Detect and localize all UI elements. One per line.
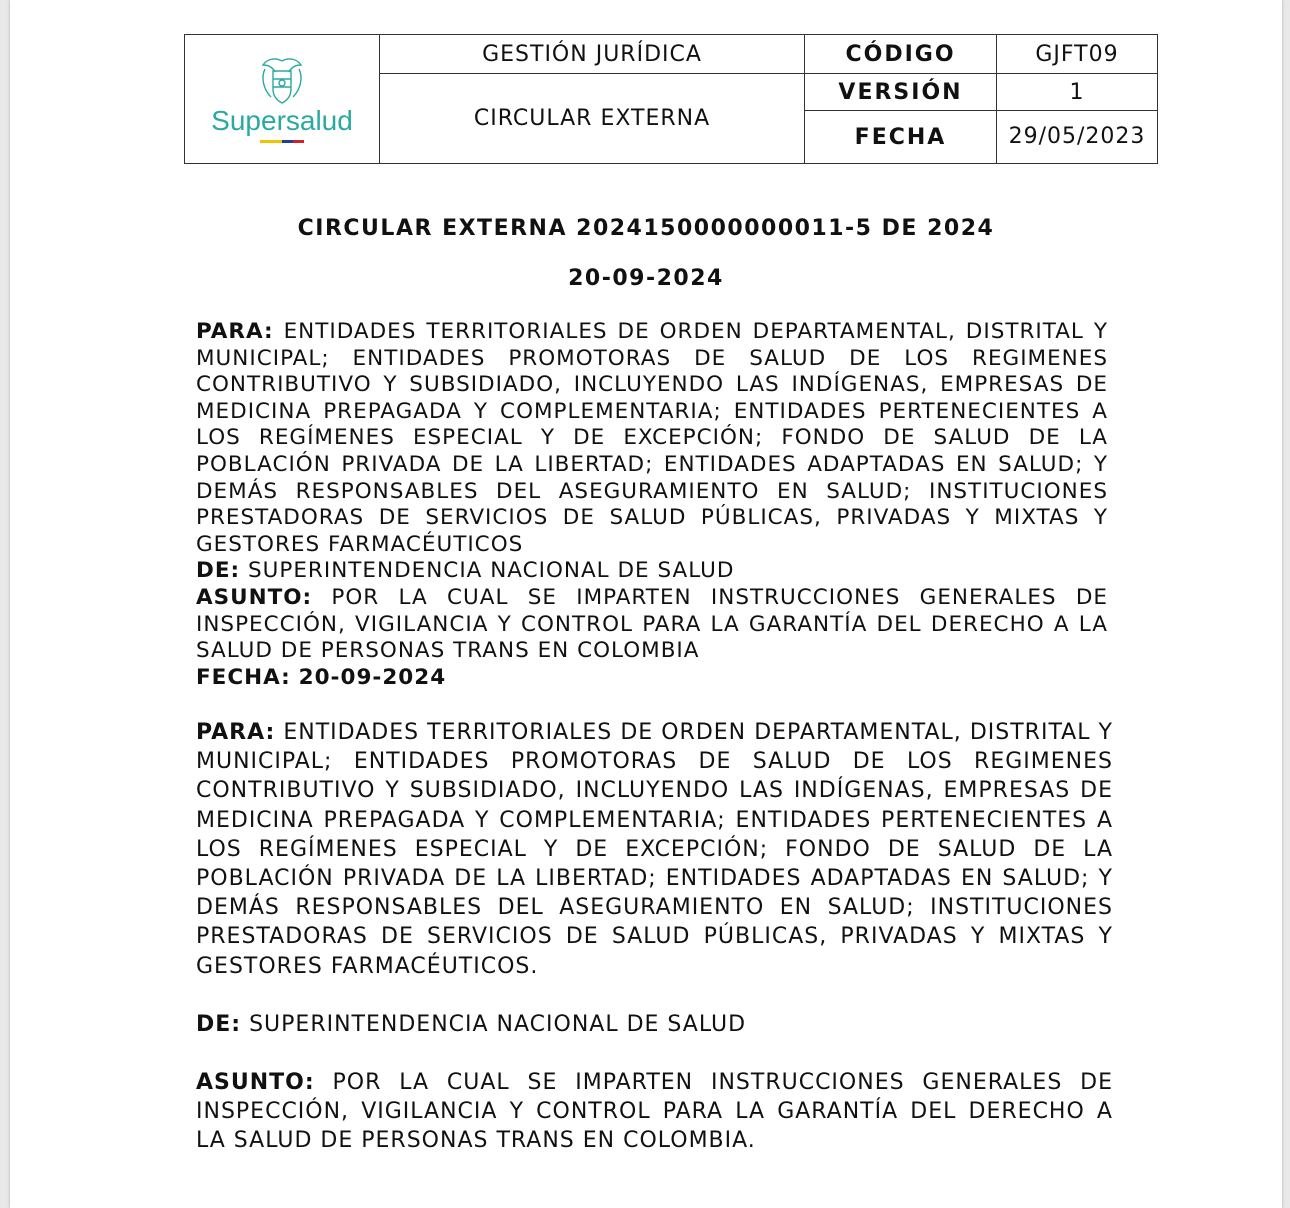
date-label: FECHA xyxy=(805,111,997,164)
body-block xyxy=(196,718,1113,1156)
body-de xyxy=(196,1010,1113,1039)
summary-block xyxy=(196,319,1108,691)
date-value: 29/05/2023 xyxy=(1008,124,1146,149)
document-page xyxy=(10,0,1282,1208)
asunto-text: POR LA CUAL SE IMPARTEN INSTRUCCIONES GENERALES DE INSPECCIÓN, VIGILANCIA Y CONTROL PARA LA GARANTÍA DEL DERECHO A LA SALUD DE PERSONAS TRANS EN COLOMBIA xyxy=(196,584,1108,664)
doc-type-cell: CIRCULAR EXTERNA xyxy=(380,74,805,164)
circular-title: CIRCULAR EXTERNA 2024150000000011-5 DE 2024 xyxy=(297,216,995,241)
department-cell: GESTIÓN JURÍDICA xyxy=(380,35,805,74)
body-asunto-text: POR LA CUAL SE IMPARTEN INSTRUCCIONES GENERALES DE INSPECCIÓN, VIGILANCIA Y CONTROL PARA LA GARANTÍA DEL DERECHO A LA SALUD DE PERSONAS TRANS EN COLOMBIA. xyxy=(196,1070,1113,1154)
code-label: CÓDIGO xyxy=(805,35,997,74)
body-de-label: DE: xyxy=(196,1011,242,1037)
body-de-text: SUPERINTENDENCIA NACIONAL DE SALUD xyxy=(249,1011,747,1037)
summary-fecha xyxy=(196,665,1108,692)
para-text: ENTIDADES TERRITORIALES DE ORDEN DEPARTAMENTAL, DISTRITAL Y MUNICIPAL; ENTIDADES PROMOTORAS DE SALUD DE LOS REGIMENES CONTRIBUTIVO Y SUBSIDIADO, INCLUYENDO LAS INDÍGENAS, EMPRESAS DE MEDICINA PREPAGADA Y COMPLEMENTARIA; ENTIDADES PERTENECIENTES A LOS REGÍMENES ESPECIAL Y DE EXCEPCIÓN; FONDO DE SALUD DE LA POBLACIÓN PRIVADA DE LA LIBERTAD; ENTIDADES ADAPTADAS EN SALUD; Y DEMÁS RESPONSABLES DEL ASEGURAMIENTO EN SALUD; INSTITUCIONES PRESTADORAS DE SERVICIOS DE SALUD PÚBLICAS, PRIVADAS Y MIXTAS Y GESTORES FARMACÉUTICOS xyxy=(196,319,1108,557)
de-text: SUPERINTENDENCIA NACIONAL DE SALUD xyxy=(247,558,735,584)
supersalud-logo xyxy=(185,55,379,143)
date-value-cell xyxy=(997,111,1158,164)
body-para-label: PARA: xyxy=(196,720,276,745)
fecha-text: 20-09-2024 xyxy=(298,664,447,690)
body-para-text: ENTIDADES TERRITORIALES DE ORDEN DEPARTAMENTAL, DISTRITAL Y MUNICIPAL; ENTIDADES PROMOTORAS DE SALUD DE LOS REGIMENES CONTRIBUTIVO Y SUBSIDIADO, INCLUYENDO LAS INDÍGENAS, EMPRESAS DE MEDICINA PREPAGADA Y COMPLEMENTARIA; ENTIDADES PERTENECIENTES A LOS REGÍMENES ESPECIAL Y DE EXCEPCIÓN; FONDO DE SALUD DE LA POBLACIÓN PRIVADA DE LA LIBERTAD; ENTIDADES ADAPTADAS EN SALUD; Y DEMÁS RESPONSABLES DEL ASEGURAMIENTO EN SALUD; INSTITUCIONES PRESTADORAS DE SERVICIOS DE SALUD PÚBLICAS, PRIVADAS Y MIXTAS Y GESTORES FARMACÉUTICOS. xyxy=(196,720,1113,979)
coat-of-arms-icon xyxy=(257,55,307,107)
asunto-label: ASUNTO: xyxy=(196,584,313,610)
para-label: PARA: xyxy=(196,319,274,344)
logo-cell xyxy=(185,35,380,164)
version-value: 1 xyxy=(997,74,1158,111)
colombia-flag-stripe xyxy=(260,140,304,143)
logo-wordmark: Supersalud xyxy=(211,105,353,136)
de-label: DE: xyxy=(196,558,241,584)
summary-para xyxy=(196,319,1108,558)
summary-de xyxy=(196,558,1108,585)
fecha-label: FECHA: xyxy=(196,664,291,690)
summary-asunto xyxy=(196,585,1108,665)
version-label: VERSIÓN xyxy=(805,74,997,111)
code-value: GJFT09 xyxy=(997,35,1158,74)
body-asunto xyxy=(196,1068,1113,1156)
document-header-table xyxy=(184,34,1158,164)
body-para xyxy=(196,718,1113,981)
circular-date: 20-09-2024 xyxy=(568,266,724,291)
body-asunto-label: ASUNTO: xyxy=(196,1070,315,1096)
